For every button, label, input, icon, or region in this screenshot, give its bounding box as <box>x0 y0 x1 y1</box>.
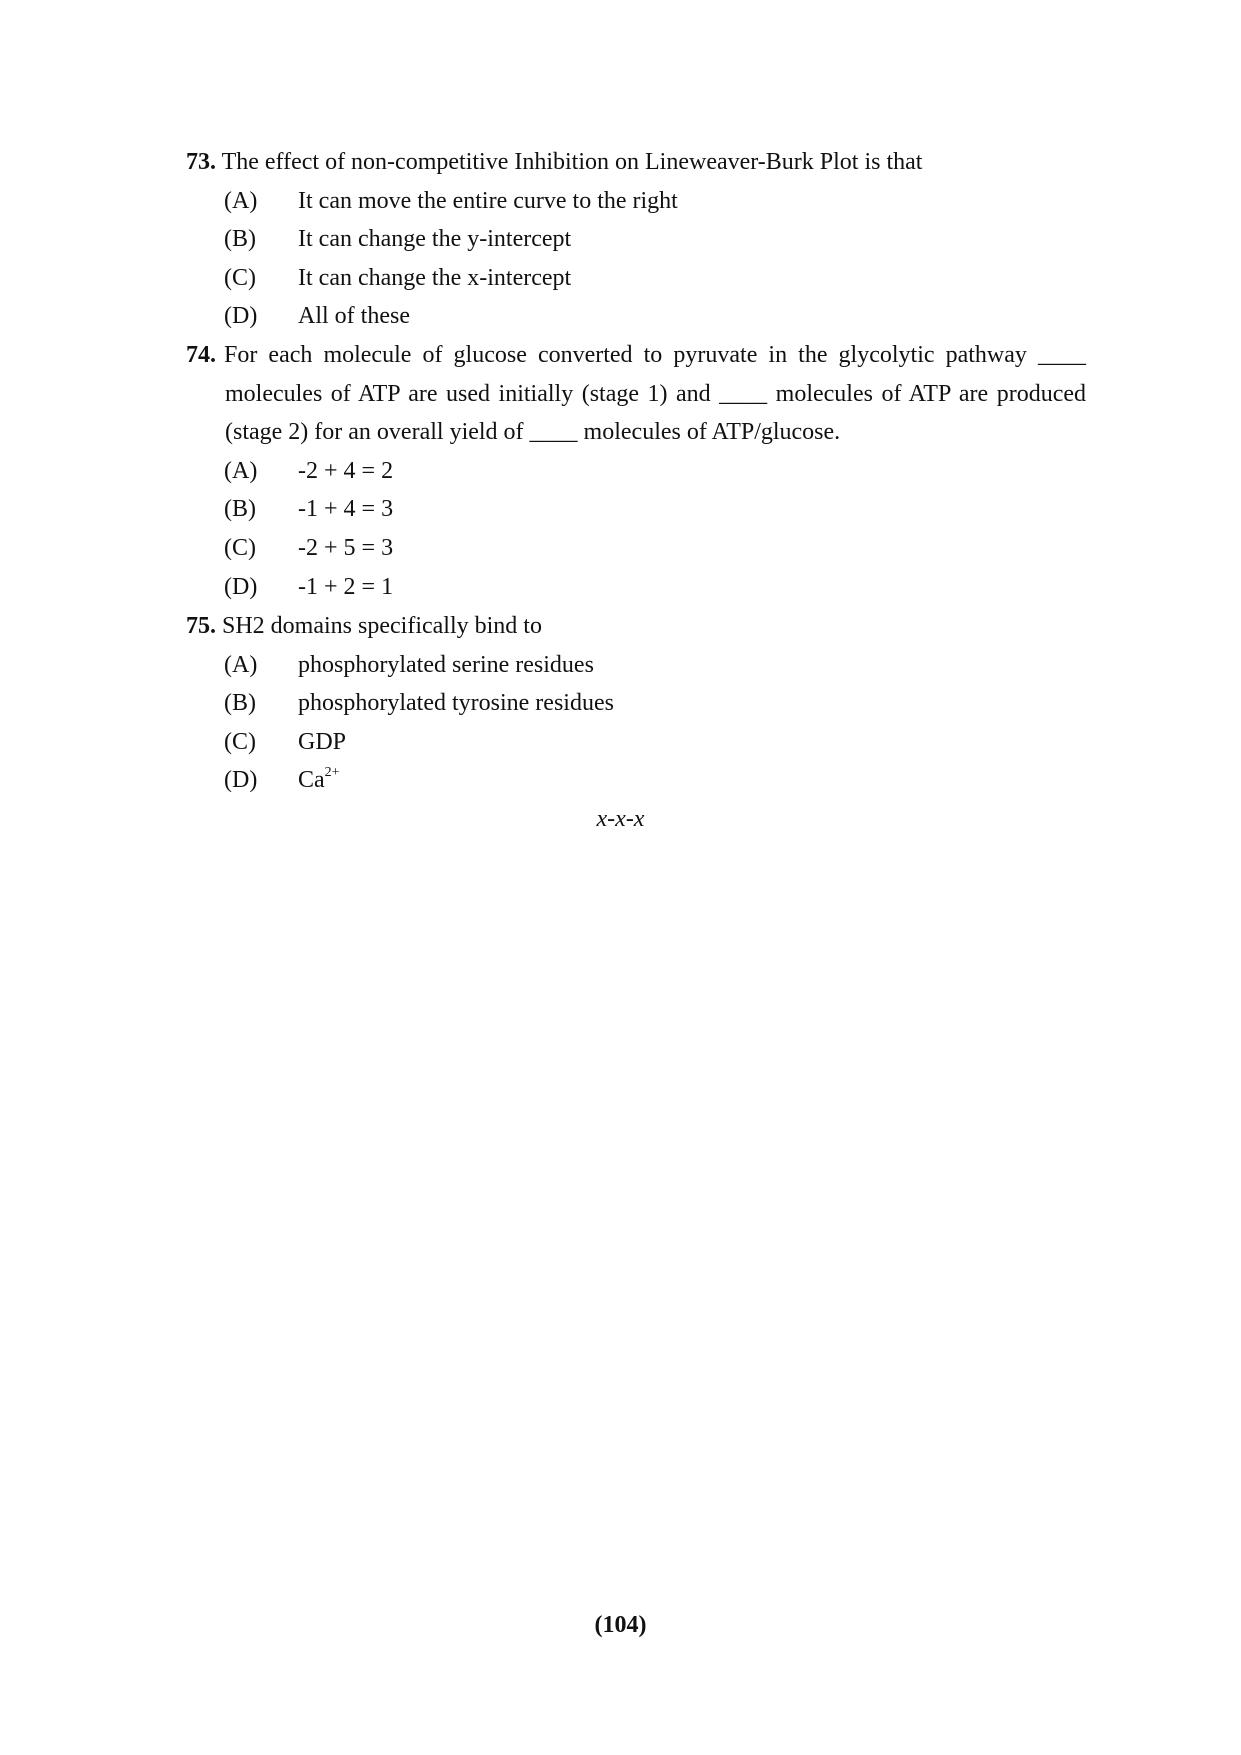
question-75 <box>186 607 1086 800</box>
question-stem-line-2: molecules of ATP are used initially (stage 1) and ____ molecules of ATP are produced <box>225 380 1086 407</box>
option-label: (D) <box>224 303 258 330</box>
question-73 <box>186 143 1086 336</box>
question-stem-line-1: For each molecule of glucose converted to pyruvate in the glycolytic pathway ____ <box>224 342 1086 368</box>
question-stem-line-3: (stage 2) for an overall yield of ____ molecules of ATP/glucose. <box>225 419 841 446</box>
question-stem: The effect of non-competitive Inhibition on Lineweaver-Burk Plot is that <box>221 149 923 175</box>
option-d <box>186 568 1086 607</box>
option-text: -1 + 2 = 1 <box>298 573 394 600</box>
option-label: (B) <box>224 690 256 717</box>
question-number: 75. <box>186 613 216 639</box>
option-b <box>186 220 1086 259</box>
option-label: (A) <box>224 651 258 678</box>
option-text-superscript: 2+ <box>324 765 340 781</box>
option-text: phosphorylated tyrosine residues <box>298 690 614 717</box>
option-text-base: Ca <box>298 767 325 794</box>
option-a <box>186 182 1086 221</box>
option-label: (C) <box>224 534 256 561</box>
option-d <box>186 297 1086 336</box>
option-text <box>298 761 340 800</box>
option-c <box>186 529 1086 568</box>
option-text: -1 + 4 = 3 <box>298 496 394 523</box>
option-label: (D) <box>224 573 258 600</box>
option-d <box>186 761 1086 800</box>
option-a <box>186 646 1086 685</box>
option-c <box>186 259 1086 298</box>
option-text: GDP <box>298 728 347 755</box>
option-label: (A) <box>224 187 258 214</box>
question-74 <box>186 336 1086 606</box>
option-b <box>186 490 1086 529</box>
option-text: All of these <box>298 303 410 330</box>
option-label: (C) <box>224 264 256 291</box>
option-c <box>186 723 1086 762</box>
question-stem: SH2 domains specifically bind to <box>222 613 542 639</box>
option-label: (B) <box>224 496 256 523</box>
option-text: -2 + 4 = 2 <box>298 457 394 484</box>
question-number: 74. <box>186 342 216 368</box>
option-b <box>186 684 1086 723</box>
question-number: 73. <box>186 149 216 175</box>
option-text: phosphorylated serine residues <box>298 651 594 678</box>
end-mark: x-x-x <box>596 806 645 832</box>
option-label: (A) <box>224 457 258 484</box>
option-a <box>186 452 1086 491</box>
page-number: (104) <box>594 1612 647 1638</box>
option-text: It can change the y-intercept <box>298 226 572 253</box>
option-text: It can change the x-intercept <box>298 264 572 291</box>
option-text: -2 + 5 = 3 <box>298 534 394 561</box>
option-label: (D) <box>224 767 258 794</box>
option-label: (B) <box>224 226 256 253</box>
option-text: It can move the entire curve to the right <box>298 187 678 214</box>
option-label: (C) <box>224 728 256 755</box>
